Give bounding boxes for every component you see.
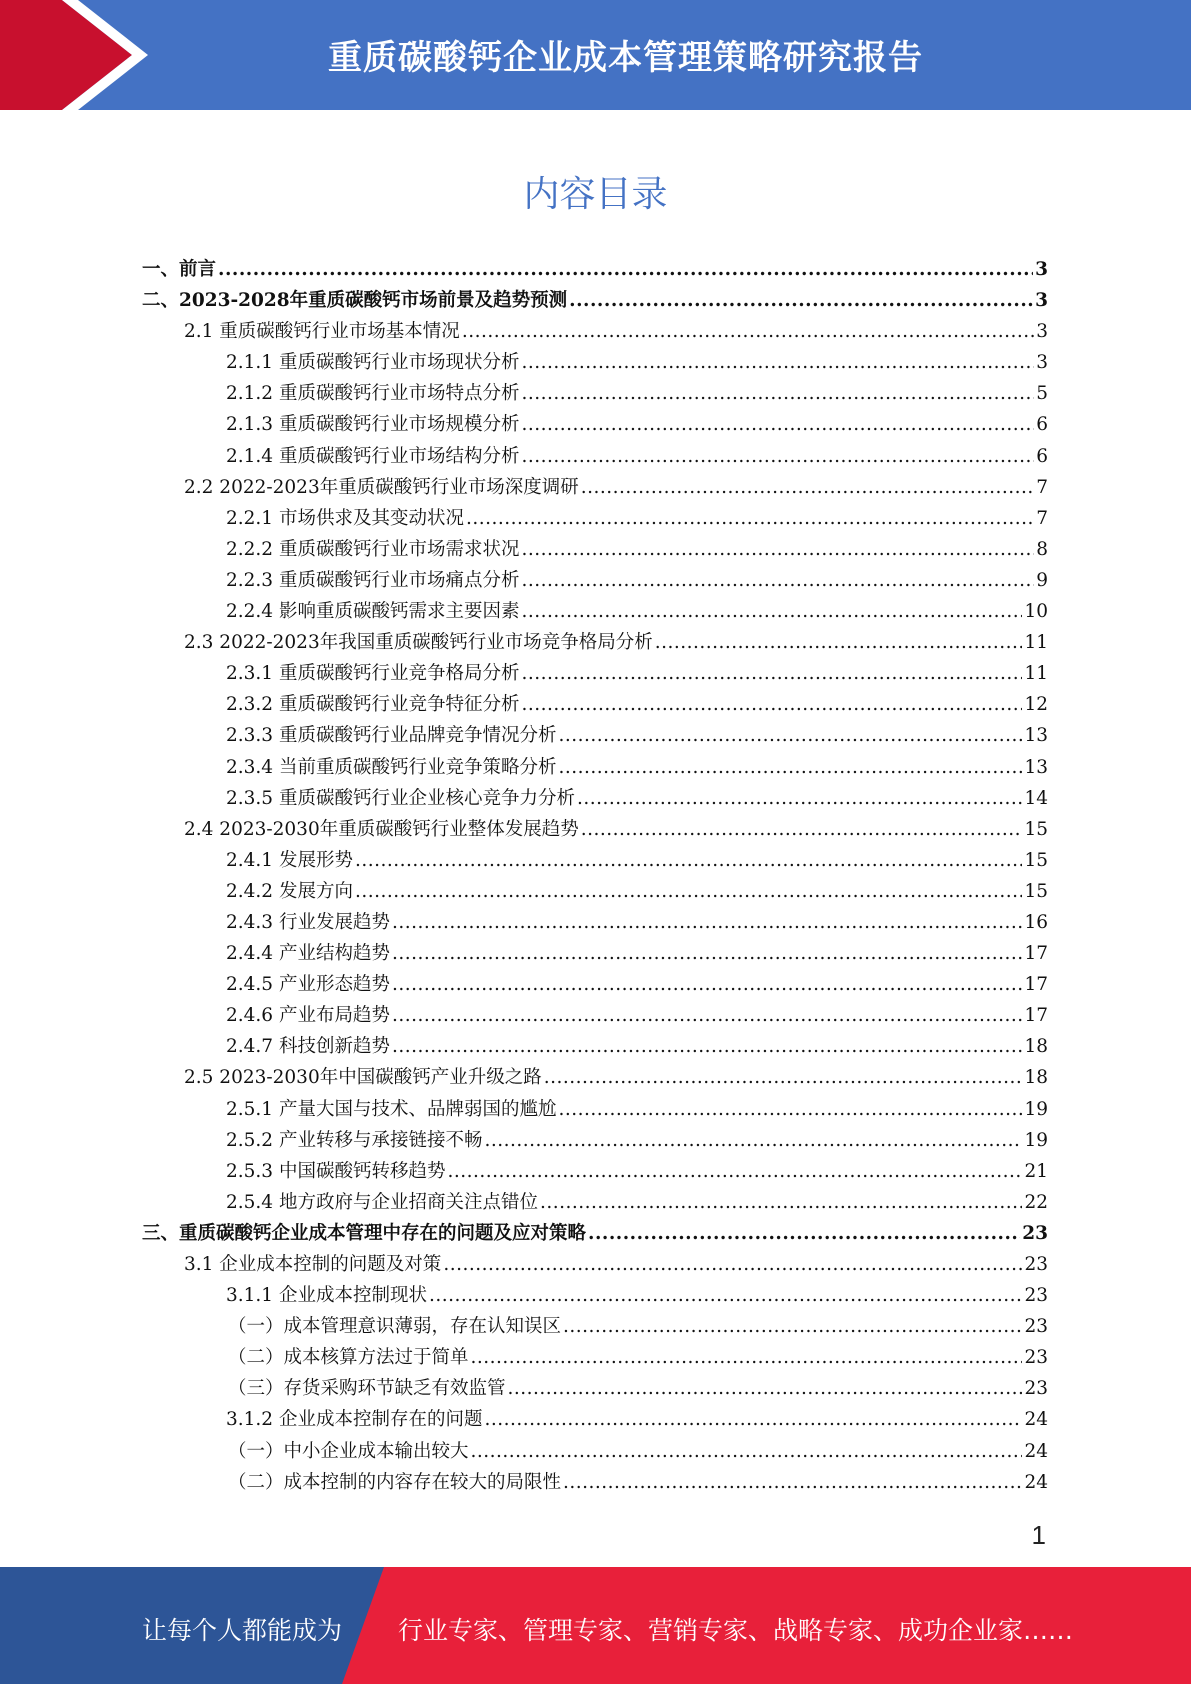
toc-entry-label: 2.3.1 重质碳酸钙行业竞争格局分析 xyxy=(226,663,520,685)
toc-dot-leader xyxy=(521,565,1034,596)
toc-entry[interactable] xyxy=(142,534,1048,565)
toc-entry-page: 6 xyxy=(1036,445,1048,467)
toc-dot-leader xyxy=(558,720,1022,751)
toc-entry-page: 22 xyxy=(1024,1191,1048,1213)
toc-entry-label: 3.1 企业成本控制的问题及对策 xyxy=(184,1254,442,1275)
toc-entry-page: 24 xyxy=(1024,1440,1048,1462)
toc-dot-leader xyxy=(521,378,1034,409)
toc-entry-page: 5 xyxy=(1036,383,1048,405)
toc-entry[interactable] xyxy=(142,969,1048,1000)
toc-entry-page: 3 xyxy=(1035,259,1048,280)
toc-entry-label: （二）成本控制的内容存在较大的局限性 xyxy=(228,1471,562,1493)
toc-entry[interactable] xyxy=(142,1280,1048,1311)
toc-entry-label: （二）成本核算方法过于简单 xyxy=(228,1347,469,1369)
toc-entry-page: 23 xyxy=(1024,1347,1048,1369)
toc-entry[interactable] xyxy=(142,441,1048,472)
toc-dot-leader xyxy=(392,1000,1022,1031)
toc-entry[interactable] xyxy=(142,285,1048,316)
toc-dot-leader xyxy=(355,845,1023,876)
toc-entry-label: 3.1.1 企业成本控制现状 xyxy=(226,1285,427,1307)
toc-entry-label: 2.2 2022-2023年重质碳酸钙行业市场深度调研 xyxy=(184,476,579,498)
toc-dot-leader xyxy=(355,876,1023,907)
toc-entry[interactable] xyxy=(142,938,1048,969)
toc-entry[interactable] xyxy=(142,1467,1048,1498)
toc-dot-leader xyxy=(569,285,1033,316)
toc-entry[interactable] xyxy=(142,316,1048,347)
toc-entry-label: 2.3.4 当前重质碳酸钙行业竞争策略分析 xyxy=(226,756,557,778)
toc-dot-leader xyxy=(521,441,1034,472)
toc-entry-label: （一）中小企业成本输出较大 xyxy=(228,1440,469,1462)
toc-entry[interactable] xyxy=(142,1404,1048,1435)
toc-entry-label: 2.4.3 行业发展趋势 xyxy=(226,911,390,933)
toc-entry-page: 18 xyxy=(1024,1036,1048,1058)
toc-dot-leader xyxy=(392,1031,1022,1062)
toc-entry-label: 2.4.6 产业布局趋势 xyxy=(226,1005,390,1027)
toc-entry-page: 18 xyxy=(1024,1067,1048,1089)
toc-dot-leader xyxy=(655,627,1023,658)
toc-dot-leader xyxy=(508,1373,1023,1404)
toc-entry[interactable] xyxy=(142,814,1048,845)
toc-dot-leader xyxy=(521,347,1034,378)
toc-dot-leader xyxy=(521,689,1022,720)
toc-entry-label: 2.5.1 产量大国与技术、品牌弱国的尴尬 xyxy=(226,1098,557,1120)
footer-slogan-right: 行业专家、管理专家、营销专家、战略专家、成功企业家…… xyxy=(398,1616,1074,1645)
toc-entry[interactable] xyxy=(142,254,1048,285)
toc-dot-leader xyxy=(429,1280,1022,1311)
toc-entry[interactable] xyxy=(142,658,1048,689)
toc-entry-label: 2.4 2023-2030年重质碳酸钙行业整体发展趋势 xyxy=(184,818,579,840)
toc-entry-page: 7 xyxy=(1036,476,1048,498)
toc-entry[interactable] xyxy=(142,720,1048,751)
toc-entry[interactable] xyxy=(142,1187,1048,1218)
toc-entry-label: 2.2.1 市场供求及其变动状况 xyxy=(226,507,464,529)
toc-entry[interactable] xyxy=(142,1031,1048,1062)
toc-entry[interactable] xyxy=(142,409,1048,440)
toc-dot-leader xyxy=(581,814,1023,845)
toc-entry[interactable] xyxy=(142,1311,1048,1342)
toc-entry-page: 17 xyxy=(1024,1005,1048,1027)
toc-dot-leader xyxy=(462,316,1034,347)
toc-entry[interactable] xyxy=(142,907,1048,938)
toc-dot-leader xyxy=(588,1218,1020,1249)
toc-entry[interactable] xyxy=(142,876,1048,907)
toc-entry-page: 24 xyxy=(1024,1471,1048,1493)
toc-dot-leader xyxy=(484,1404,1022,1435)
toc-heading: 内容目录 xyxy=(523,174,668,215)
toc-entry-page: 13 xyxy=(1024,725,1048,747)
toc-entry-label: 2.5.3 中国碳酸钙转移趋势 xyxy=(226,1160,446,1182)
toc-entry-page: 15 xyxy=(1024,818,1048,840)
toc-entry-label: 二、2023-2028年重质碳酸钙市场前景及趋势预测 xyxy=(142,290,568,312)
toc-dot-leader xyxy=(392,969,1022,1000)
toc-entry-page: 6 xyxy=(1036,414,1048,436)
toc-entry-page: 23 xyxy=(1024,1378,1048,1400)
toc-dot-leader xyxy=(218,254,1033,285)
toc-entry-label: （一）成本管理意识薄弱，存在认知误区 xyxy=(228,1316,562,1338)
toc-dot-leader xyxy=(392,938,1022,969)
toc-entry-label: 2.3.2 重质碳酸钙行业竞争特征分析 xyxy=(226,694,520,716)
toc-entry-page: 16 xyxy=(1024,911,1048,933)
toc-entry-page: 15 xyxy=(1024,849,1048,871)
toc-dot-leader xyxy=(521,409,1034,440)
toc-entry-page: 19 xyxy=(1024,1129,1048,1151)
toc-entry-page: 23 xyxy=(1022,1222,1048,1244)
toc-entry-label: 2.5 2023-2030年中国碳酸钙产业升级之路 xyxy=(184,1067,542,1089)
toc-entry-page: 7 xyxy=(1036,507,1048,529)
toc-entry[interactable] xyxy=(142,1156,1048,1187)
toc-entry-page: 17 xyxy=(1024,943,1048,965)
toc-entry[interactable] xyxy=(142,783,1048,814)
toc-dot-leader xyxy=(521,658,1022,689)
toc-entry-page: 23 xyxy=(1024,1316,1048,1338)
toc-entry-page: 15 xyxy=(1024,880,1048,902)
toc-entry-label: 2.4.7 科技创新趋势 xyxy=(226,1036,390,1058)
toc-dot-leader xyxy=(392,907,1022,938)
toc-entry-page: 11 xyxy=(1024,663,1048,685)
toc-dot-leader xyxy=(521,534,1034,565)
toc-dot-leader xyxy=(471,1342,1023,1373)
toc-entry-page: 10 xyxy=(1024,601,1048,623)
table-of-contents xyxy=(142,254,1048,1498)
toc-entry-label: 2.3 2022-2023年我国重质碳酸钙行业市场竞争格局分析 xyxy=(184,632,653,654)
toc-entry-label: 2.2.3 重质碳酸钙行业市场痛点分析 xyxy=(226,569,520,591)
toc-dot-leader xyxy=(558,752,1022,783)
toc-entry-page: 8 xyxy=(1036,538,1048,560)
toc-entry-label: 2.5.2 产业转移与承接链接不畅 xyxy=(226,1129,483,1151)
toc-dot-leader xyxy=(563,1467,1022,1498)
toc-entry-page: 3 xyxy=(1036,352,1048,374)
toc-entry-label: 2.1.2 重质碳酸钙行业市场特点分析 xyxy=(226,383,520,405)
toc-entry-label: 2.4.2 发展方向 xyxy=(226,880,353,902)
toc-entry[interactable] xyxy=(142,1218,1048,1249)
toc-entry-page: 12 xyxy=(1024,694,1048,716)
toc-dot-leader xyxy=(563,1311,1022,1342)
toc-entry-page: 23 xyxy=(1024,1254,1048,1275)
toc-entry[interactable] xyxy=(142,503,1048,534)
footer-slogan-left: 让每个人都能成为 xyxy=(142,1616,343,1645)
toc-entry-label: 2.3.3 重质碳酸钙行业品牌竞争情况分析 xyxy=(226,725,557,747)
toc-dot-leader xyxy=(558,1094,1022,1125)
toc-dot-leader xyxy=(521,596,1022,627)
toc-entry-page: 17 xyxy=(1024,974,1048,996)
toc-entry[interactable] xyxy=(142,378,1048,409)
toc-entry-page: 11 xyxy=(1024,632,1048,654)
toc-entry-label: 2.4.4 产业结构趋势 xyxy=(226,943,390,965)
toc-entry[interactable] xyxy=(142,347,1048,378)
toc-entry-label: 2.3.5 重质碳酸钙行业企业核心竞争力分析 xyxy=(226,787,575,809)
toc-entry-label: 3.1.2 企业成本控制存在的问题 xyxy=(226,1409,483,1431)
footer-band xyxy=(0,1567,1191,1684)
toc-dot-leader xyxy=(466,503,1034,534)
header-band xyxy=(0,0,1191,110)
page-number: 1 xyxy=(1031,1520,1046,1550)
toc-dot-leader xyxy=(581,472,1035,503)
toc-entry[interactable] xyxy=(142,1094,1048,1125)
toc-entry[interactable] xyxy=(142,1249,1048,1280)
toc-entry-label: 2.1 重质碳酸钙行业市场基本情况 xyxy=(184,321,460,343)
toc-entry[interactable] xyxy=(142,565,1048,596)
toc-entry[interactable] xyxy=(142,689,1048,720)
toc-entry-label: 2.1.3 重质碳酸钙行业市场规模分析 xyxy=(226,414,520,436)
toc-entry[interactable] xyxy=(142,752,1048,783)
toc-dot-leader xyxy=(484,1125,1022,1156)
toc-entry[interactable] xyxy=(142,1062,1048,1093)
toc-entry[interactable] xyxy=(142,596,1048,627)
toc-entry[interactable] xyxy=(142,1342,1048,1373)
toc-entry-label: 三、重质碳酸钙企业成本管理中存在的问题及应对策略 xyxy=(142,1222,587,1244)
toc-entry[interactable] xyxy=(142,1436,1048,1467)
toc-entry-label: 2.2.4 影响重质碳酸钙需求主要因素 xyxy=(226,601,520,623)
toc-entry-label: 2.1.1 重质碳酸钙行业市场现状分析 xyxy=(226,352,520,374)
toc-entry[interactable] xyxy=(142,1373,1048,1404)
toc-entry-label: 一、前言 xyxy=(142,259,217,280)
toc-entry-label: 2.2.2 重质碳酸钙行业市场需求状况 xyxy=(226,538,520,560)
toc-entry-page: 21 xyxy=(1024,1160,1048,1182)
toc-dot-leader xyxy=(447,1156,1022,1187)
toc-entry[interactable] xyxy=(142,845,1048,876)
toc-entry-label: 2.5.4 地方政府与企业招商关注点错位 xyxy=(226,1191,538,1213)
toc-entry[interactable] xyxy=(142,627,1048,658)
toc-entry-page: 3 xyxy=(1036,321,1048,343)
toc-entry[interactable] xyxy=(142,472,1048,503)
toc-entry-label: 2.1.4 重质碳酸钙行业市场结构分析 xyxy=(226,445,520,467)
toc-entry-label: （三）存货采购环节缺乏有效监管 xyxy=(228,1378,506,1400)
toc-entry-page: 23 xyxy=(1024,1285,1048,1307)
toc-entry-page: 9 xyxy=(1036,569,1048,591)
toc-entry[interactable] xyxy=(142,1125,1048,1156)
toc-dot-leader xyxy=(471,1436,1023,1467)
toc-dot-leader xyxy=(544,1062,1023,1093)
toc-dot-leader xyxy=(577,783,1022,814)
toc-dot-leader xyxy=(443,1249,1022,1280)
toc-entry-page: 19 xyxy=(1024,1098,1048,1120)
toc-entry-page: 13 xyxy=(1024,756,1048,778)
toc-entry-page: 24 xyxy=(1024,1409,1048,1431)
toc-entry[interactable] xyxy=(142,1000,1048,1031)
toc-entry-label: 2.4.1 发展形势 xyxy=(226,849,353,871)
report-title: 重质碳酸钙企业成本管理策略研究报告 xyxy=(328,38,923,78)
toc-dot-leader xyxy=(540,1187,1022,1218)
toc-entry-page: 14 xyxy=(1024,787,1048,809)
toc-entry-label: 2.4.5 产业形态趋势 xyxy=(226,974,390,996)
toc-entry-page: 3 xyxy=(1035,290,1048,312)
